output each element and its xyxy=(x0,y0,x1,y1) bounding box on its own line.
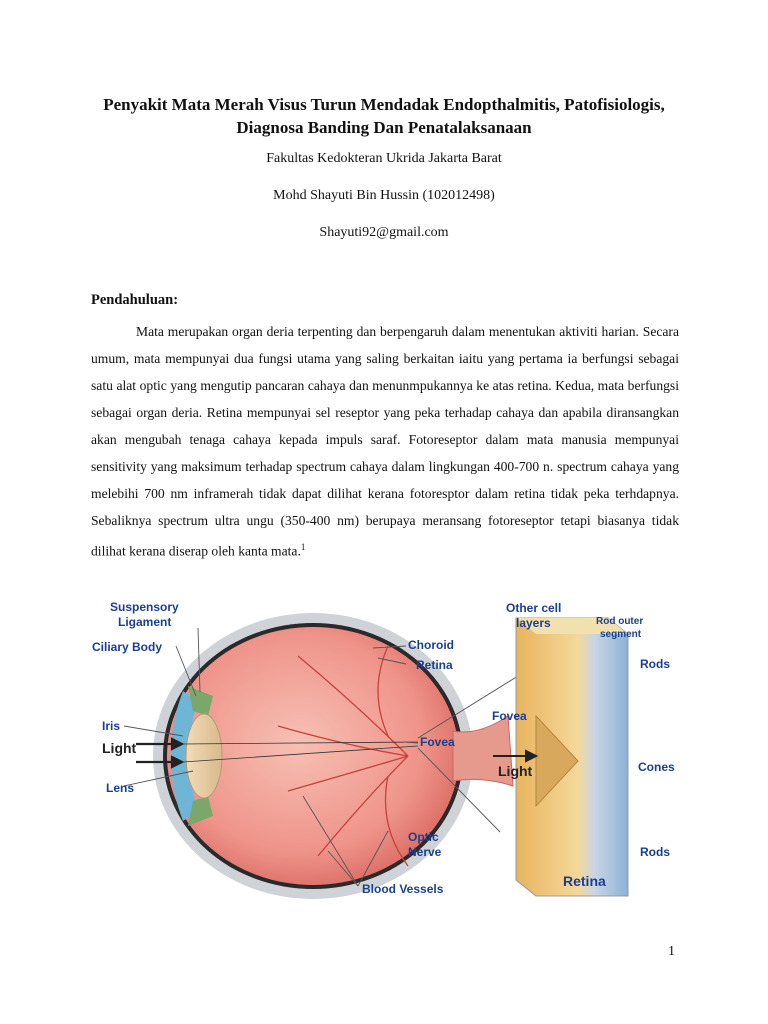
light-inset-label: Light xyxy=(498,763,533,779)
faculty-line: Fakultas Kedokteran Ukrida Jakarta Barat xyxy=(266,151,502,166)
light-label: Light xyxy=(102,740,137,756)
rods-top-label: Rods xyxy=(640,657,670,671)
retina-label: Retina xyxy=(416,658,453,672)
blood-vessels-label: Blood Vessels xyxy=(362,882,444,896)
title-line-2: Diagnosa Banding Dan Penatalaksanaan xyxy=(236,118,532,137)
lens-label: Lens xyxy=(106,781,135,795)
optic-nerve-label-2: Nerve xyxy=(408,845,442,859)
email-line: Shayuti92@gmail.com xyxy=(319,225,449,240)
iris-label: Iris xyxy=(102,719,121,733)
choroid-label: Choroid xyxy=(408,638,454,652)
other-cell-label-2: layers xyxy=(516,616,551,630)
fovea-inset-label: Fovea xyxy=(492,709,527,723)
rods-bottom-label: Rods xyxy=(640,845,670,859)
page-number: 1 xyxy=(668,944,675,959)
cones-label: Cones xyxy=(638,760,675,774)
title-line-1: Penyakit Mata Merah Visus Turun Mendadak Endopthalmitis, Patofisiologis, xyxy=(103,95,665,114)
suspensory-label-2: Ligament xyxy=(118,615,172,629)
lens-shape xyxy=(186,714,222,798)
rod-outer-label-1: Rod outer xyxy=(596,616,644,627)
section-heading: Pendahuluan: xyxy=(91,292,179,308)
retina-inset-label: Retina xyxy=(563,873,606,889)
author-line: Mohd Shayuti Bin Hussin (102012498) xyxy=(273,188,495,203)
paragraph-text: Mata merupakan organ deria terpenting dan berpengaruh dalam menentukan aktiviti harian. Secara umum, mata mempunyai dua fungsi utama yang saling berkaitan iaitu yang pertama ia berfungsi sebagai satu alat optic yang mengutip pancaran cahaya dan menunmpukannya ke atas retina. Kedua, mata berfungsi sebagai organ deria. Retina mempunyai sel reseptor yang peka terhadap cahaya dan apabila diransangkan akan mengubah tenaga cahaya kepada impuls saraf. Fotoreseptor dalam mata manusia mempunyai sensitivity yang maksimum terhadap spectrum cahaya dalam lingkungan 400-700 n. spectrum cahaya yang melebihi 700 nm inframerah tidak dapat dilihat kerana fotoresptor dalam retina tidak peka terhdapnya. Sebaliknya spectrum ultra ungu (350-400 nm) berupaya meransang fotoreseptor tetapi biasanya tidak dilihat kerana diserap oleh kanta mata. xyxy=(91,324,679,559)
optic-nerve-label-1: Optic xyxy=(408,830,439,844)
intro-paragraph xyxy=(91,318,679,565)
rod-outer-label-2: segment xyxy=(600,629,642,640)
document-title xyxy=(60,93,708,139)
suspensory-label-1: Suspensory xyxy=(110,600,179,614)
ciliary-body-label: Ciliary Body xyxy=(92,640,163,654)
other-cell-label-1: Other cell xyxy=(506,601,562,615)
fovea-label: Fovea xyxy=(420,735,455,749)
footnote-ref: 1 xyxy=(300,542,306,552)
eye-anatomy-figure xyxy=(88,596,680,908)
